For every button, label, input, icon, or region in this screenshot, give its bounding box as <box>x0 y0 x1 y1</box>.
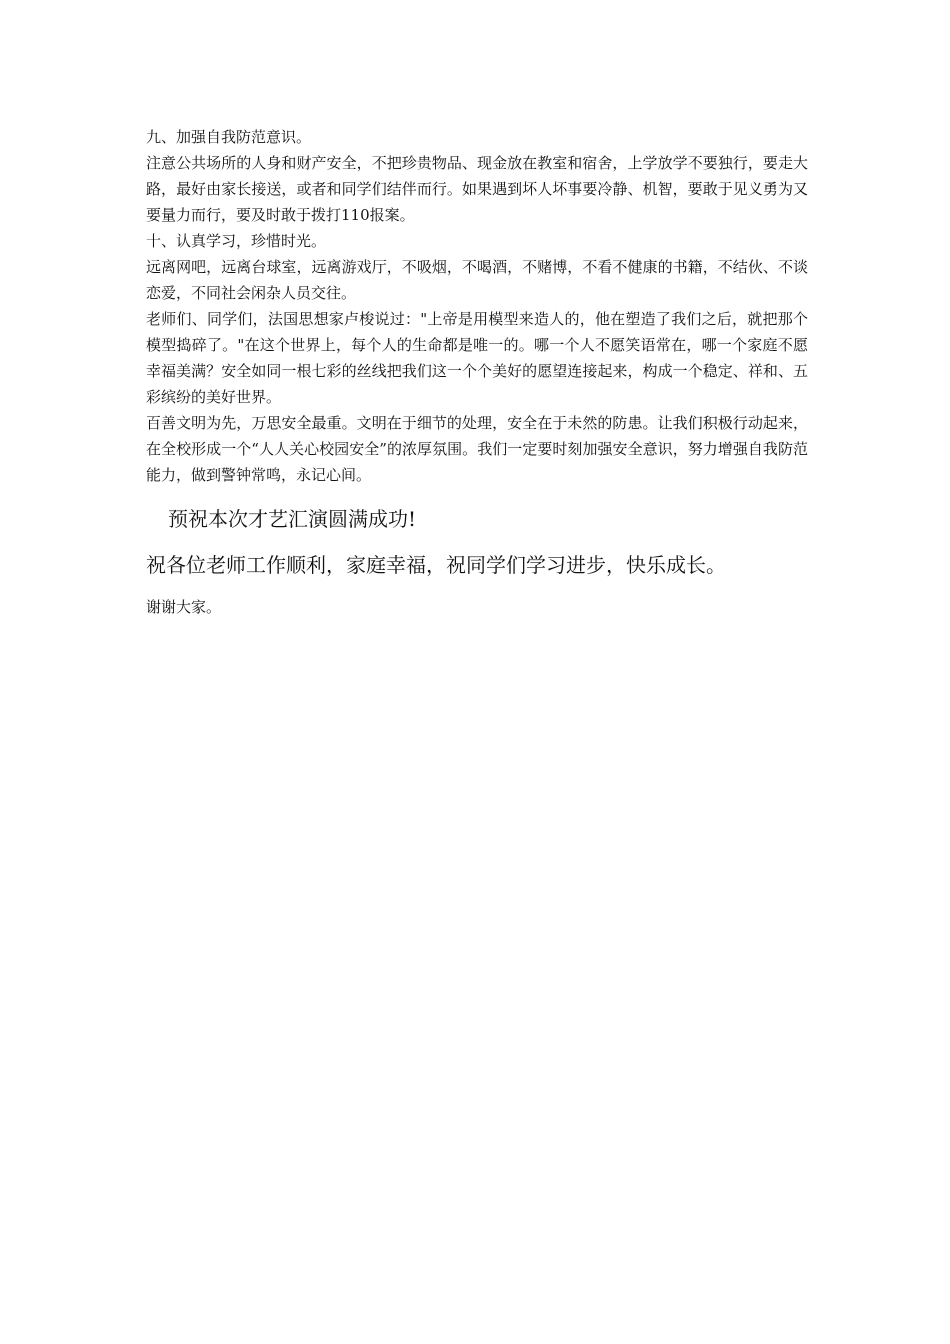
paragraph-public-safety: 注意公共场所的人身和财产安全，不把珍贵物品、现金放在教室和宿舍，上学放学不要独行，要走大路，最好由家长接送，或者和同学们结伴而行。如果遇到坏人坏事要冷静、机智，要敢于见义勇为又要量力而行，要及时敢于拨打110报案。 <box>146 154 808 224</box>
paragraph-rousseau-quote: 老师们、同学们，法国思想家卢梭说过："上帝是用模型来造人的，他在塑造了我们之后，就把那个模型捣碎了。"在这个世界上，每个人的生命都是唯一的。哪一个人不愿笑语常在，哪一个家庭不愿幸福美满？安全如同一根七彩的丝线把我们这一个个美好的愿望连接起来，构成一个稳定、祥和、五彩缤纷的美好世界。 <box>146 310 808 406</box>
section-heading-ten: 十、认真学习，珍惜时光。 <box>146 232 327 250</box>
wish-performance-success: 预祝本次才艺汇演圆满成功! <box>168 507 417 531</box>
thanks-line: 谢谢大家。 <box>146 598 222 616</box>
wish-teachers-students: 祝各位老师工作顺利，家庭幸福，祝同学们学习进步，快乐成长。 <box>146 553 726 577</box>
document-body <box>146 124 808 620</box>
paragraph-stay-away: 远离网吧，远离台球室，远离游戏厅，不吸烟，不喝酒，不赌博，不看不健康的书籍，不结伙、不谈恋爱，不同社会闲杂人员交往。 <box>146 258 808 302</box>
paragraph-closing-appeal: 百善文明为先，万思安全最重。文明在于细节的处理，安全在于未然的防患。让我们积极行动起来，在全校形成一个“人人关心校园安全”的浓厚氛围。我们一定要时刻加强安全意识，努力增强自我防范能力，做到警钟常鸣，永记心间。 <box>146 414 808 484</box>
section-heading-nine: 九、加强自我防范意识。 <box>146 128 312 146</box>
